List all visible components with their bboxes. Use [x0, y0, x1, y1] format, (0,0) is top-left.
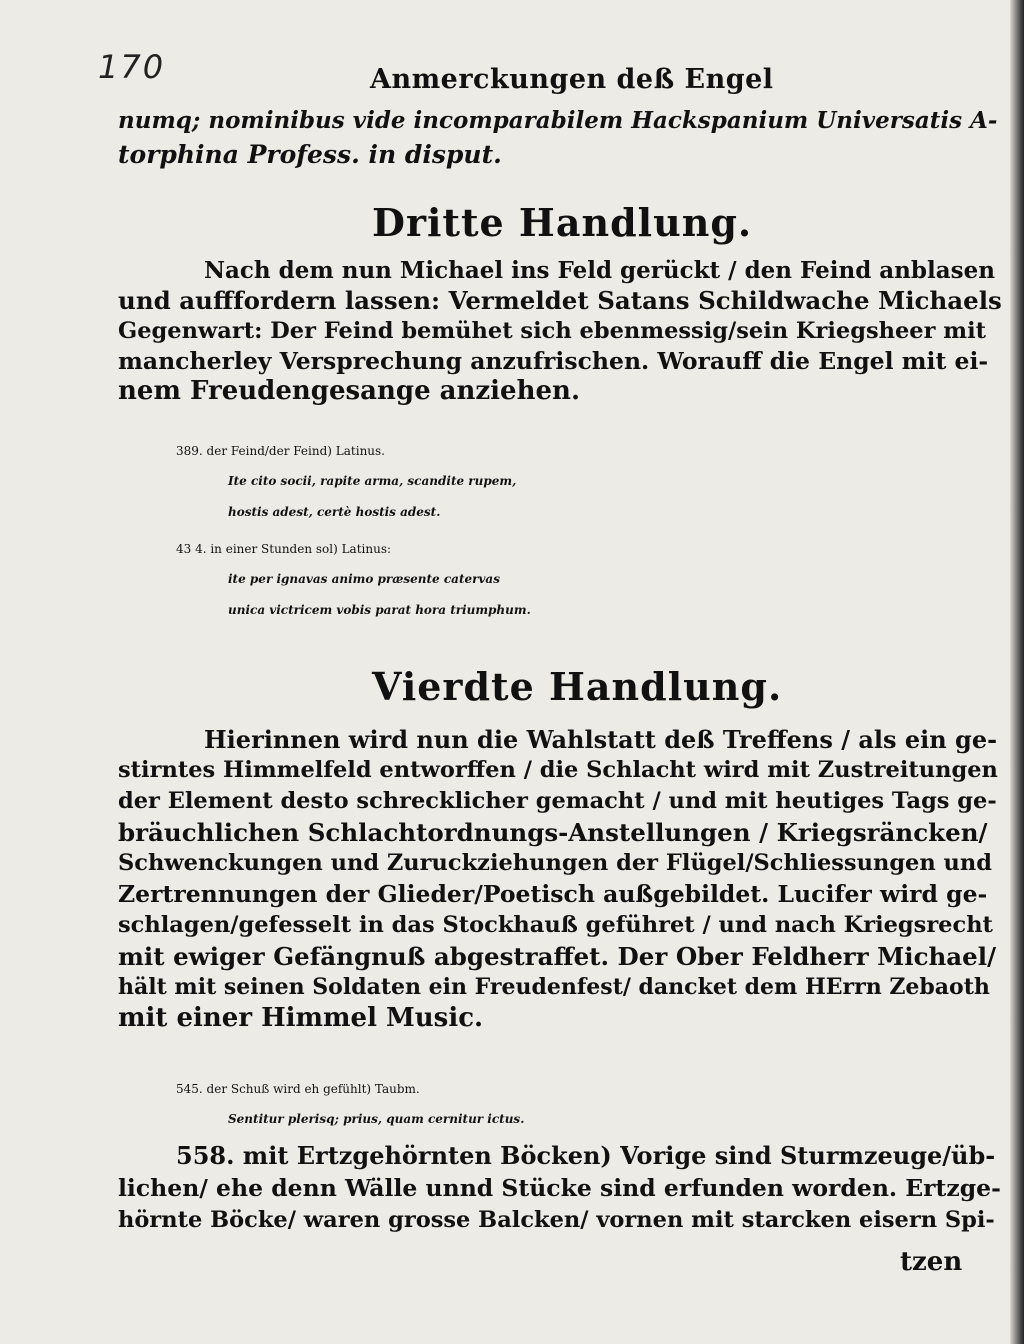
note-558	[118, 1140, 1001, 1236]
paragraph-line: mit einer Himmel Music.	[118, 1003, 484, 1033]
paragraph-line: und aufffordern lassen: Vermeldet Satans Schildwache Michaels	[118, 286, 1002, 315]
paragraph-line: Gegenwart: Der Feind bemühet sich ebenmessig/sein Kriegsheer mit	[118, 318, 987, 344]
intro-line: numq; nominibus vide incomparabilem Hackspanium Universatis A-	[118, 107, 998, 134]
running-head: Anmerckungen deß Engel	[370, 64, 774, 95]
paragraph-line: lichen/ ehe denn Wälle unnd Stücke sind erfunden worden. Ertzge-	[118, 1174, 1001, 1202]
catchword: tzen	[900, 1247, 963, 1277]
paragraph-line: schlagen/gefesselt in das Stockhauß geführet / und nach Kriegsrecht	[118, 912, 993, 938]
paragraph-line: stirntes Himmelfeld entworffen / die Schlacht wird mit Zustreitungen	[118, 757, 998, 783]
paragraph-line: hörnte Böcke/ waren grosse Balcken/ vornen mit starcken eisern Spi-	[118, 1207, 995, 1233]
paragraph-line: Nach dem nun Michael ins Feld gerückt / den Feind anblasen	[204, 257, 995, 284]
intro-block	[118, 104, 998, 172]
paragraph-line: bräuchlichen Schlachtordnungs-Anstellungen / Kriegsräncken/	[118, 818, 988, 847]
section3-paragraph	[118, 256, 1002, 406]
note-ref: 43 4. in einer Stunden sol) Latinus:	[176, 542, 392, 556]
note-434	[176, 534, 1024, 626]
note-ref: 389. der Feind/der Feind) Latinus.	[176, 444, 385, 458]
paragraph-line: 558. mit Ertzgehörnten Böcken) Vorige sind Sturmzeuge/üb-	[176, 1141, 996, 1170]
note-389	[176, 436, 1024, 528]
paragraph-line: hält mit seinen Soldaten ein Freudenfest/ dancket dem HErrn Zebaoth	[118, 974, 990, 1000]
intro-line: torphina Profess. in disput.	[118, 140, 502, 169]
latin-verse: hostis adest, certè hostis adest.	[228, 505, 441, 519]
manuscript-page-number: 170	[98, 48, 166, 86]
note-ref: 545. der Schuß wird eh gefühlt) Taubm.	[176, 1082, 420, 1096]
paragraph-line: nem Freudengesange anziehen.	[118, 376, 580, 406]
latin-verse: unica victricem vobis parat hora triumphum.	[228, 603, 531, 617]
paragraph-line: mancherley Versprechung anzufrischen. Worauff die Engel mit ei-	[118, 347, 989, 375]
paragraph-line: der Element desto schrecklicher gemacht / und mit heutiges Tags ge-	[118, 788, 997, 814]
latin-verse: Ite cito socii, rapite arma, scandite rupem,	[228, 474, 517, 488]
latin-verse: Sentitur plerisq; prius, quam cernitur ictus.	[228, 1112, 525, 1126]
section4-paragraph	[118, 724, 998, 1034]
note-545	[176, 1074, 1024, 1135]
paragraph-line: Zertrennungen der Glieder/Poetisch außgebildet. Lucifer wird ge-	[118, 880, 988, 908]
section-heading-dritte: Dritte Handlung.	[372, 200, 753, 245]
paragraph-line: Schwenckungen und Zuruckziehungen der Flügel/Schliessungen und	[118, 850, 993, 876]
section-heading-vierdte: Vierdte Handlung.	[372, 664, 783, 709]
page-edge-shadow	[1010, 0, 1024, 1344]
paragraph-line: Hierinnen wird nun die Wahlstatt deß Treffens / als ein ge-	[204, 725, 998, 754]
latin-verse: ite per ignavas animo præsente catervas	[228, 572, 500, 586]
paragraph-line: mit ewiger Gefängnuß abgestraffet. Der Ober Feldherr Michael/	[118, 942, 997, 971]
